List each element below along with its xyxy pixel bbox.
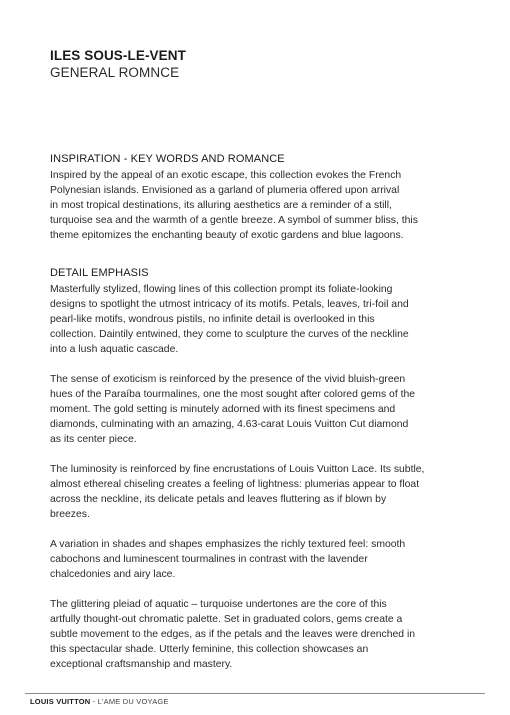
section-inspiration xyxy=(50,152,470,243)
section-detail-emphasis xyxy=(50,266,470,672)
section-heading-inspiration: INSPIRATION - KEY WORDS AND ROMANCE xyxy=(50,153,285,165)
paragraph-luminosity: The luminosity is reinforced by fine encrustations of Louis Vuitton Lace. Its subtle, almost ethereal chiseling creates a feeling of lightness: plumerias appear to float across the neckline, its delicate petals and leaves fluttering as if blown by breezes. xyxy=(50,464,425,520)
footer-tagline: - L'AME DU VOYAGE xyxy=(90,697,169,706)
paragraph-inspiration: Inspired by the appeal of an exotic escape, this collection evokes the French Polynesian islands. Envisioned as a garland of plumeria offered upon arrival in most tropical destinations, its alluring aesthetics are a reminder of a still, turquoise sea and the warmth of a gentle breeze. A symbol of summer bliss, this theme epitomizes the enchanting beauty of exotic gardens and blue lagoons. xyxy=(50,170,418,241)
document-subtitle: GENERAL ROMNCE xyxy=(50,65,180,80)
footer-divider xyxy=(25,693,485,694)
document-title: ILES SOUS-LE-VENT xyxy=(50,48,186,63)
section-heading-detail-emphasis: DETAIL EMPHASIS xyxy=(50,267,149,279)
paragraph-variation: A variation in shades and shapes emphasizes the richly textured feel: smooth cabochons and luminescent tourmalines in contrast with the lavender chalcedonies and airy lace. xyxy=(50,539,406,580)
paragraph-exoticism: The sense of exoticism is reinforced by the presence of the vivid bluish-green hues of the Paraíba tourmalines, one the most sought after colored gems of the moment. The gold setting is minutely adorned with its finest specimens and diamonds, culminating with an amazing, 4.63-carat Louis Vuitton Cut diamond as its center piece. xyxy=(50,374,416,445)
paragraph-stylized-lines: Masterfully stylized, flowing lines of this collection prompt its foliate-looking designs to spotlight the utmost intricacy of its motifs. Petals, leaves, tri-foil and pearl-like motifs, wondrous pistils, no infinite detail is overlooked in this collection. Daintily entwined, they come to sculpture the curves of the neckline into a lush aquatic cascade. xyxy=(50,284,409,355)
page-footer xyxy=(30,697,169,707)
paragraph-chromatic-palette: The glittering pleiad of aquatic – turquoise undertones are the core of this artfully thought-out chromatic palette. Set in graduated colors, gems create a subtle movement to the edges, as if the petals and the leaves were drenched in this spectacular shade. Utterly feminine, this collection showcases an exceptional craftsmanship and mastery. xyxy=(50,599,416,670)
document-header xyxy=(50,47,470,82)
footer-brand: LOUIS VUITTON xyxy=(30,697,91,706)
